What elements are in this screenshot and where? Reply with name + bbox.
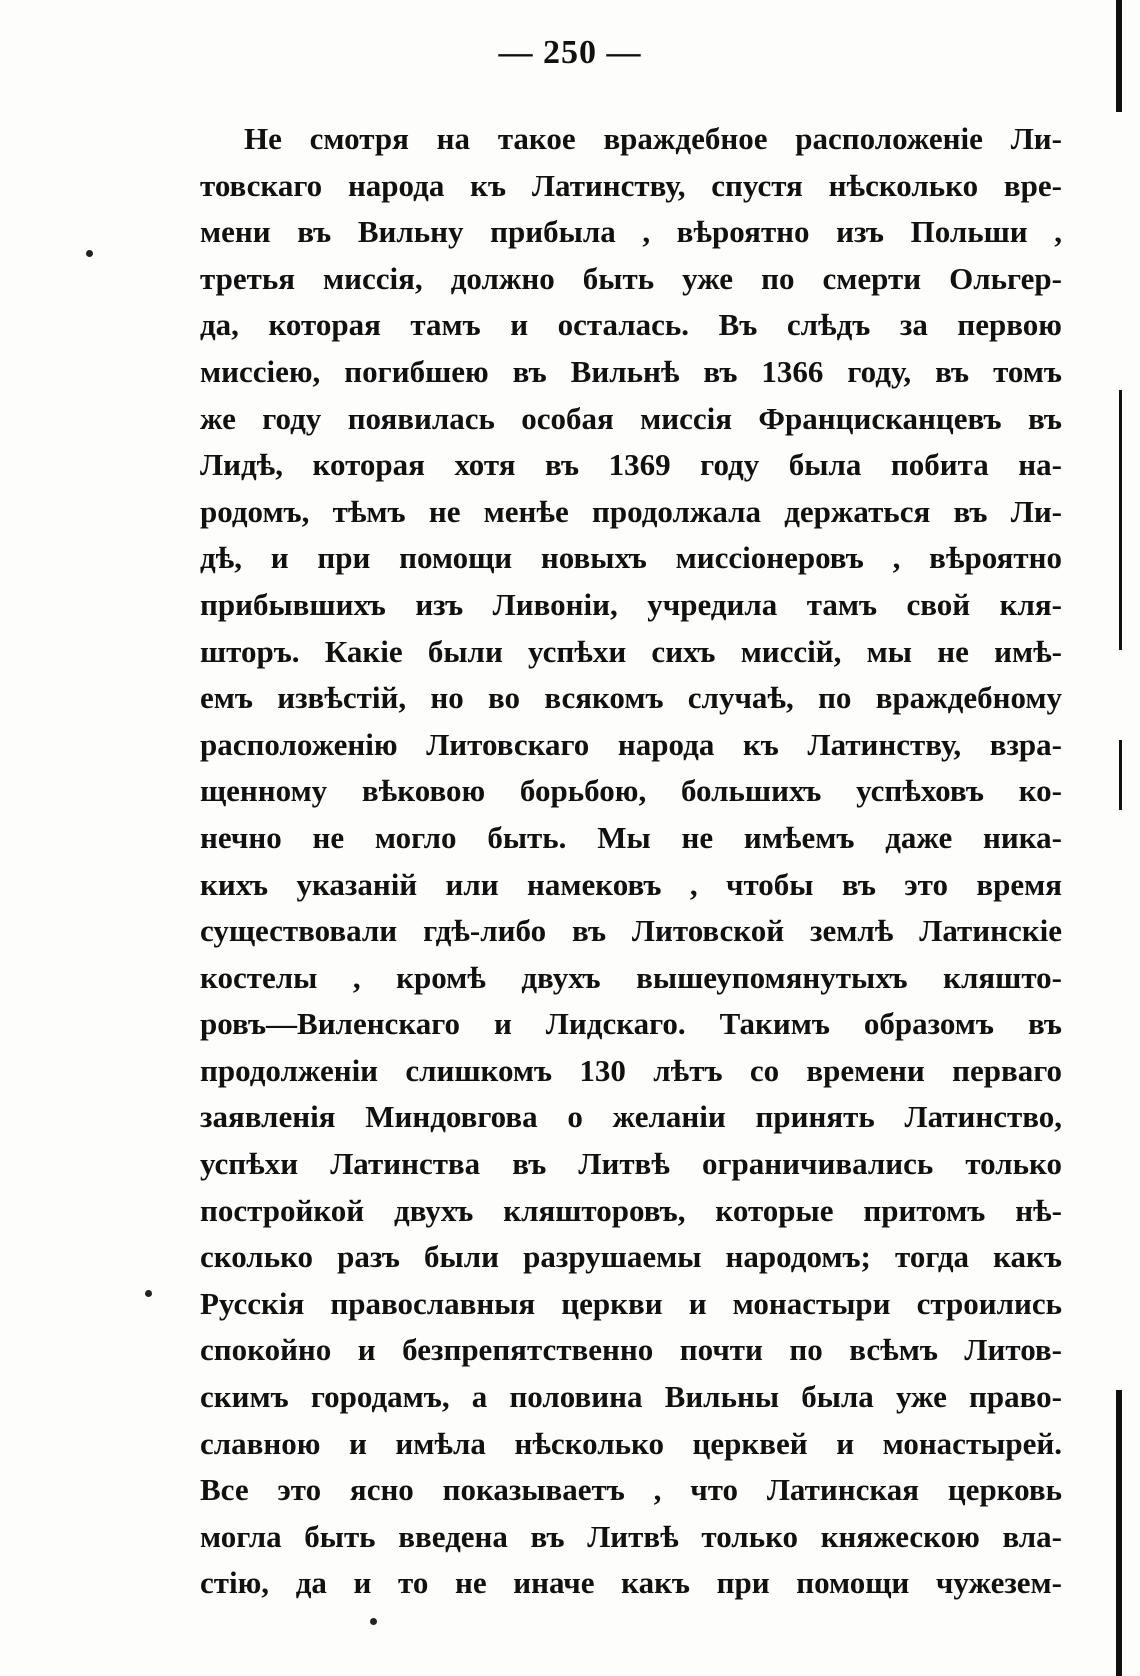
text-line: шторъ. Какiе были успѣхи сихъ миссiй, мы не имѣ- bbox=[200, 633, 1062, 669]
scan-speck bbox=[145, 1290, 152, 1297]
text-line: родомъ, тѣмъ не менѣе продолжала держаться въ Ли- bbox=[200, 493, 1062, 529]
body-text bbox=[200, 116, 1062, 1607]
text-line: нечно не могло быть. Мы не имѣемъ даже ника- bbox=[200, 819, 1062, 855]
text-line: миссiею, погибшею въ Вильнѣ въ 1366 году, въ томъ bbox=[200, 353, 1062, 389]
text-line: кихъ указанiй или намековъ , чтобы въ это время bbox=[200, 866, 1062, 902]
text-line: расположенiю Литовскаго народа къ Латинству, взра- bbox=[200, 726, 1062, 762]
scan-speck bbox=[86, 250, 93, 257]
text-line: же году появилась особая миссiя Францисканцевъ въ bbox=[200, 400, 1062, 436]
text-line: прибывшихъ изъ Ливонiи, учредила тамъ свой кля- bbox=[200, 586, 1062, 622]
page-edge-shadow bbox=[1119, 740, 1122, 810]
text-line: емъ извѣстiй, но во всякомъ случаѣ, по враждебному bbox=[200, 680, 1062, 716]
text-line: могла быть введена въ Литвѣ только княжескою вла- bbox=[200, 1518, 1062, 1554]
text-line: Русскiя православныя церкви и монастыри строились bbox=[200, 1285, 1062, 1321]
text-line: костелы , кромѣ двухъ вышеупомянутыхъ кляшто- bbox=[200, 959, 1062, 995]
text-line: стiю, да и то не иначе какъ при помощи чужезем- bbox=[200, 1565, 1062, 1601]
page-number: — 250 — bbox=[498, 34, 642, 71]
text-line: заявленiя Миндовгова о желанiи принять Латинство, bbox=[200, 1099, 1062, 1135]
text-line: третья миссiя, должно быть уже по смерти Ольгер- bbox=[200, 260, 1062, 296]
text-line: скимъ городамъ, а половина Вильны была уже право- bbox=[200, 1379, 1062, 1415]
text-line: щенному вѣковою борьбою, большихъ успѣховъ ко- bbox=[200, 773, 1062, 809]
page-edge-shadow bbox=[1119, 390, 1122, 650]
text-line: успѣхи Латинства въ Литвѣ ограничивались только bbox=[200, 1146, 1062, 1182]
text-line: товскаго народа къ Латинству, спустя нѣсколько вре- bbox=[200, 167, 1062, 203]
text-line: продолженiи слишкомъ 130 лѣтъ со времени перваго bbox=[200, 1052, 1062, 1088]
text-line: да, которая тамъ и осталась. Въ слѣдъ за первою bbox=[200, 307, 1062, 343]
text-line: спокойно и безпрепятственно почти по всѣмъ Литов- bbox=[200, 1332, 1062, 1368]
text-line: существовали гдѣ-либо въ Литовской землѣ Латинскiе bbox=[200, 913, 1062, 949]
text-line: сколько разъ были разрушаемы народомъ; тогда какъ bbox=[200, 1239, 1062, 1275]
page-edge-shadow bbox=[1116, 0, 1122, 112]
text-line: Все это ясно показываетъ , что Латинская церковь bbox=[200, 1472, 1062, 1508]
text-line: Не смотря на такое враждебное расположенiе Ли- bbox=[244, 121, 1062, 156]
text-line: славною и имѣла нѣсколько церквей и монастырей. bbox=[200, 1425, 1062, 1461]
text-line: ровъ—Виленскаго и Лидскаго. Такимъ образомъ въ bbox=[200, 1006, 1062, 1042]
text-line: постройкой двухъ кляшторовъ, которые притомъ нѣ- bbox=[200, 1192, 1062, 1228]
text-line: дѣ, и при помощи новыхъ миссiонеровъ , вѣроятно bbox=[200, 540, 1062, 576]
text-line: мени въ Вильну прибыла , вѣроятно изъ Польши , bbox=[200, 214, 1062, 250]
text-line: Лидѣ, которая хотя въ 1369 году была побита на- bbox=[200, 447, 1062, 483]
page-edge-shadow bbox=[1116, 1390, 1122, 1676]
scan-speck bbox=[370, 1618, 377, 1625]
